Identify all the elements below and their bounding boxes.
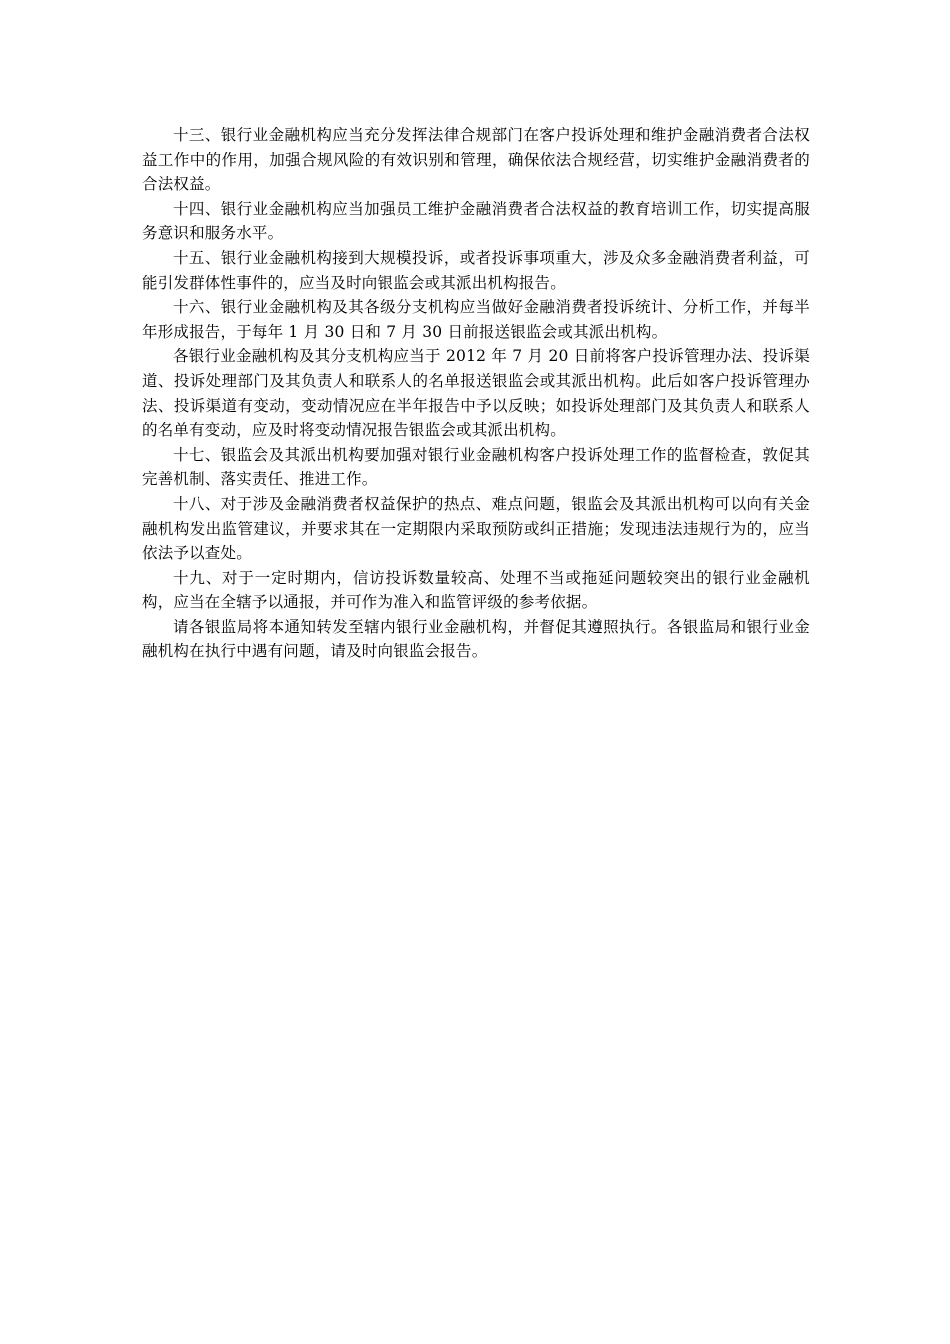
paragraph-16: 十六、银行业金融机构及其各级分支机构应当做好金融消费者投诉统计、分析工作，并每半年形成报告，于每年 1 月 30 日和 7 月 30 日前报送银监会或其派出机构。 [142, 298, 810, 341]
paragraph-13: 十三、银行业金融机构应当充分发挥法律合规部门在客户投诉处理和维护金融消费者合法权益工作中的作用，加强合规风险的有效识别和管理，确保依法合规经营，切实维护金融消费者的合法权益。 [142, 126, 810, 194]
closing-paragraph: 请各银监局将本通知转发至辖内银行业金融机构，并督促其遵照执行。各银监局和银行业金融机构在执行中遇有问题，请及时向银监会报告。 [142, 617, 810, 661]
paragraph-14: 十四、银行业金融机构应当加强员工维护金融消费者合法权益的教育培训工作，切实提高服务意识和服务水平。 [142, 199, 810, 243]
paragraph-18: 十八、对于涉及金融消费者权益保护的热点、难点问题，银监会及其派出机构可以向有关金融机构发出监管建议，并要求其在一定期限内采取预防或纠正措施；发现违法违规行为的，应当依法予以查处。 [142, 494, 810, 563]
paragraph-19: 十九、对于一定时期内，信访投诉数量较高、处理不当或拖延问题较突出的银行业金融机构，应当在全辖予以通报，并可作为准入和监管评级的参考依据。 [142, 568, 810, 612]
paragraph-16-continued: 各银行业金融机构及其分支机构应当于 2012 年 7 月 20 日前将客户投诉管理办法、投诉渠道、投诉处理部门及其负责人和联系人的名单报送银监会或其派出机构。此后如客户投诉管理办法、投诉渠道有变动，变动情况应在半年报告中予以反映；如投诉处理部门及其负责人和联系人的名单有变动，应及时将变动情况报告银监会或其派出机构。 [142, 347, 810, 440]
paragraph-15: 十五、银行业金融机构接到大规模投诉，或者投诉事项重大，涉及众多金融消费者利益，可能引发群体性事件的，应当及时向银监会或其派出机构报告。 [142, 248, 810, 292]
document-body [142, 123, 810, 664]
paragraph-17: 十七、银监会及其派出机构要加强对银行业金融机构客户投诉处理工作的监督检查，敦促其完善机制、落实责任、推进工作。 [142, 445, 810, 489]
